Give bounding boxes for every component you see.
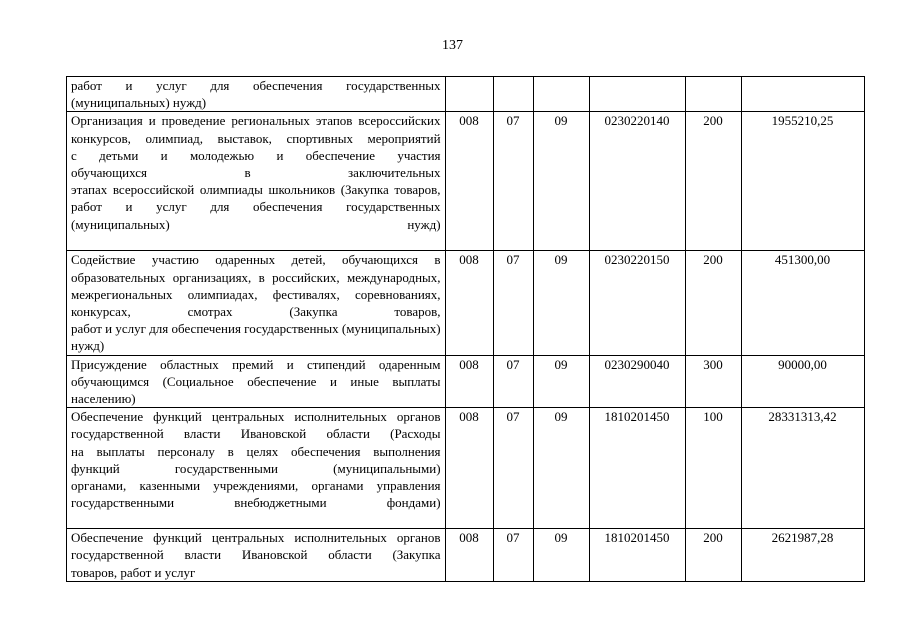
amount: 90000,00 <box>741 355 864 408</box>
row-description: Присуждение областных премий и стипендий одаренным обучающимся (Социальное обеспечение и иные выплаты населению) <box>67 355 446 408</box>
ministry-code <box>445 77 493 112</box>
section-code: 07 <box>493 251 533 355</box>
table-row <box>67 112 865 251</box>
row-description: Обеспечение функций центральных исполнительных органов государственной власти Ивановской области (Закупка товаров, работ и услуг <box>67 529 446 582</box>
expense-type-code: 200 <box>685 251 741 355</box>
row-description: Содействие участию одаренных детей, обучающихся в образовательных организациях, в российских, международных, межрегиональных олимпиадах, фестивалях, соревнованиях, конкурсах, смотрах (Закупка товаров, работ и услуг для обеспечения государственных (муниципальных) нужд) <box>67 251 446 355</box>
table-row <box>67 408 865 529</box>
target-article-code <box>589 77 685 112</box>
ministry-code: 008 <box>445 529 493 582</box>
section-code <box>493 77 533 112</box>
table-row <box>67 251 865 355</box>
subsection-code: 09 <box>533 112 589 251</box>
section-code: 07 <box>493 529 533 582</box>
table-row <box>67 355 865 408</box>
expense-type-code: 300 <box>685 355 741 408</box>
subsection-code <box>533 77 589 112</box>
target-article-code: 0230220150 <box>589 251 685 355</box>
target-article-code: 0230290040 <box>589 355 685 408</box>
amount <box>741 77 864 112</box>
table-row <box>67 77 865 112</box>
expense-type-code: 200 <box>685 529 741 582</box>
section-code: 07 <box>493 112 533 251</box>
budget-table <box>66 76 865 582</box>
target-article-code: 1810201450 <box>589 529 685 582</box>
subsection-code: 09 <box>533 529 589 582</box>
expense-type-code <box>685 77 741 112</box>
section-code: 07 <box>493 355 533 408</box>
expense-type-code: 200 <box>685 112 741 251</box>
row-description: Обеспечение функций центральных исполнительных органов государственной власти Ивановской области (Расходы на выплаты персоналу в целях обеспечения выполнения функций государственными (муниципальными) органами, казенными учреждениями, органами управления государственными внебюджетными фондами) <box>67 408 446 529</box>
subsection-code: 09 <box>533 355 589 408</box>
subsection-code: 09 <box>533 251 589 355</box>
amount: 28331313,42 <box>741 408 864 529</box>
target-article-code: 0230220140 <box>589 112 685 251</box>
subsection-code: 09 <box>533 408 589 529</box>
ministry-code: 008 <box>445 408 493 529</box>
expense-type-code: 100 <box>685 408 741 529</box>
amount: 2621987,28 <box>741 529 864 582</box>
ministry-code: 008 <box>445 355 493 408</box>
target-article-code: 1810201450 <box>589 408 685 529</box>
ministry-code: 008 <box>445 112 493 251</box>
row-description: работ и услуг для обеспечения государственных (муниципальных) нужд) <box>67 77 446 112</box>
amount: 451300,00 <box>741 251 864 355</box>
section-code: 07 <box>493 408 533 529</box>
table-row <box>67 529 865 582</box>
amount: 1955210,25 <box>741 112 864 251</box>
row-description: Организация и проведение региональных этапов всероссийских конкурсов, олимпиад, выставок, спортивных мероприятий с детьми и молодежью и обеспечение участия обучающихся в заключительных этапах всероссийской олимпиады школьников (Закупка товаров, работ и услуг для обеспечения государственных (муниципальных) нужд) <box>67 112 446 251</box>
ministry-code: 008 <box>445 251 493 355</box>
page-number: 137 <box>442 38 463 53</box>
